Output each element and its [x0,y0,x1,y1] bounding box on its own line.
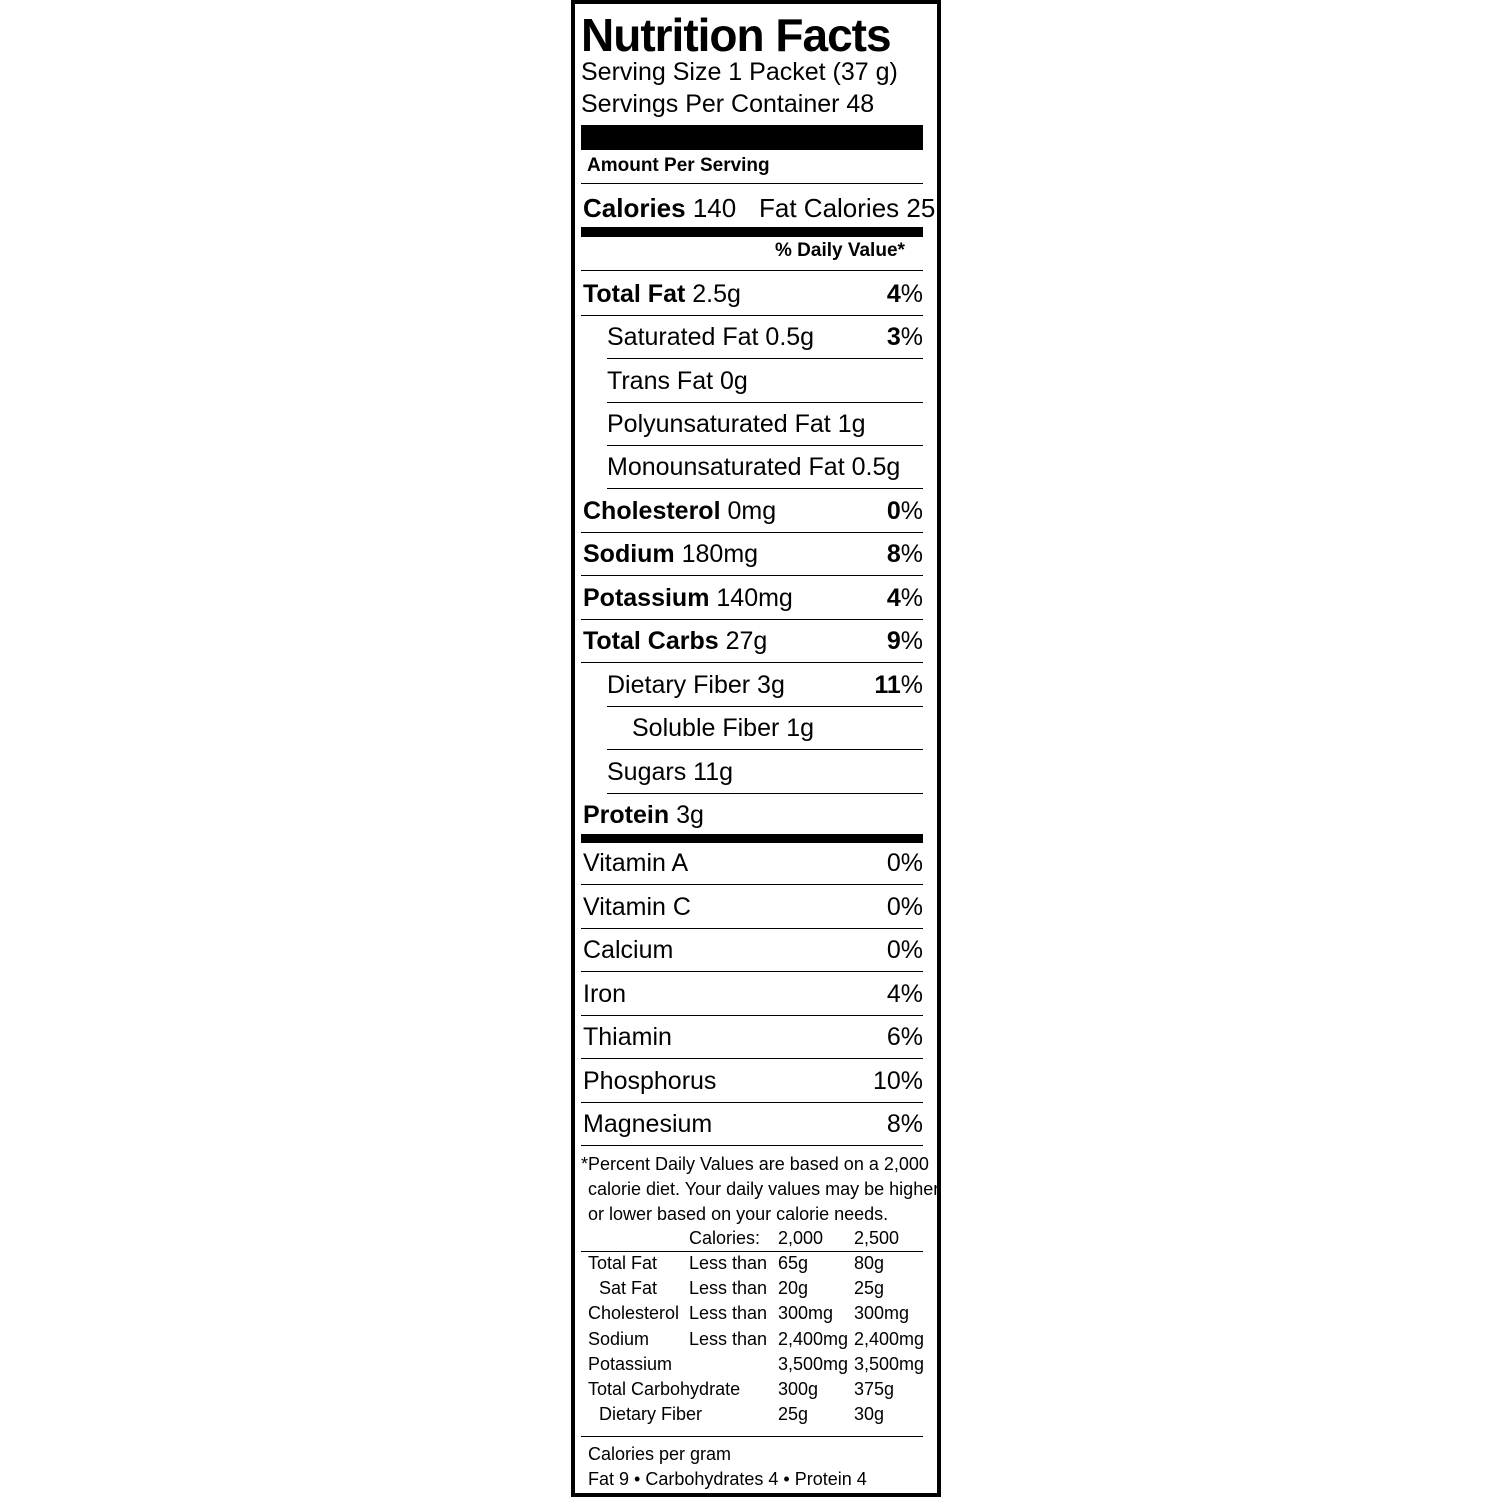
nutrient-row [581,489,923,533]
vitamin-percent: 8% [886,1110,923,1138]
vitamin-row [581,885,923,929]
nutrition-label [571,0,941,1497]
nutrient-row [581,576,923,620]
nutrient-name [583,627,767,656]
vitamin-name: Phosphorus [583,1066,717,1095]
footnote-calories-label: Calories: [689,1228,761,1248]
footnote-value-2000: 300g [778,1379,819,1399]
nutrient-name [583,280,741,309]
nutrient-name [583,801,704,830]
footnote-line-2: calorie diet. Your daily values may be higher [588,1179,940,1199]
vitamin-percent: 0% [886,936,923,964]
nutrient-name: Monounsaturated Fat 0.5g [607,453,901,481]
nutrient-name: Polyunsaturated Fat 1g [607,410,866,438]
nutrient-row [581,272,923,316]
divider [581,1251,923,1252]
calories-value: 140 [692,193,737,223]
footnote-value-2500: 30g [854,1404,885,1425]
nutrient-name: Sugars 11g [607,758,734,786]
vitamin-percent: 4% [886,979,923,1008]
vitamin-row [581,1059,923,1103]
footnote-value-2000: 3,500mg [778,1353,849,1374]
daily-value-percent: 0% [886,497,923,525]
nutrient-row [581,532,923,576]
nutrient-amount: 3g [669,801,704,829]
vitamin-percent: 0% [886,849,923,877]
nutrient-amount: 140mg [709,584,793,612]
daily-value-percent: 9% [886,627,923,655]
footnote-value-2500: 2,400mg [854,1328,925,1349]
footnote-limit: Less than [689,1328,768,1349]
divider [581,270,923,271]
footnote-limit: Less than [689,1303,768,1324]
nutrient-amount: 27g [718,627,768,655]
footnote-nutrient: Potassium [588,1353,673,1374]
nutrient-row [581,359,923,403]
nutrient-row [581,793,923,837]
footnote-nutrient: Sodium [588,1328,650,1349]
divider [581,183,923,184]
vitamin-row [581,1015,923,1059]
nutrient-row [581,619,923,663]
footnote-value-2000: 300mg [778,1303,834,1324]
vitamin-row [581,972,923,1016]
vitamin-name: Magnesium [583,1110,713,1138]
divider [581,1436,923,1437]
daily-value-header: % Daily Value* [775,240,905,261]
label-title: Nutrition Facts [581,9,891,61]
footnote-line-3: or lower based on your calorie needs. [588,1204,889,1224]
footnote-row [581,1329,923,1354]
nutrient-label: Protein [583,801,670,829]
nutrient-amount: 0mg [720,497,777,525]
nutrient-label: Total Carbs [583,627,719,655]
vitamin-name: Vitamin C [583,892,691,921]
footnote-nutrient: Cholesterol [588,1303,680,1324]
footnote-nutrient: Sat Fat [599,1278,658,1299]
footnote-value-2000: 65g [778,1253,809,1273]
footnote-row [581,1379,923,1404]
footnote-value-2500: 375g [854,1379,895,1399]
footnote-nutrient: Dietary Fiber [599,1404,703,1425]
footnote-row [581,1354,923,1379]
nutrient-amount: 2.5g [685,280,741,308]
vitamin-row [581,841,923,885]
daily-value-percent: 4% [886,584,923,612]
medium-divider [581,227,923,237]
daily-value-percent: 4% [886,280,923,308]
fat-calories: Fat Calories 25 [759,193,936,223]
nutrient-row [581,706,923,750]
nutrient-name: Dietary Fiber 3g [607,671,785,699]
calories-per-gram: Calories per gram [588,1444,732,1464]
nutrient-label: Sodium [583,540,675,568]
vitamin-row [581,1102,923,1146]
nutrient-name: Trans Fat 0g [607,367,748,395]
footnote-value-2500: 25g [854,1278,885,1299]
nutrient-label: Total Fat [583,280,686,308]
nutrient-name [583,584,793,613]
footnote-row [581,1253,923,1278]
footnote-limit: Less than [689,1253,768,1273]
footnote-nutrient: Total Fat [588,1253,658,1273]
vitamin-percent: 0% [886,892,923,921]
vitamin-name: Vitamin A [583,849,689,877]
footnote-value-2500: 80g [854,1253,885,1273]
nutrient-name: Saturated Fat 0.5g [607,323,815,351]
nutrient-amount: 180mg [674,540,759,568]
footnote-value-2000: 2,400mg [778,1328,849,1349]
calories-breakdown: Fat 9 • Carbohydrates 4 • Protein 4 [588,1469,867,1489]
nutrient-row [581,315,923,359]
servings-per-container: Servings Per Container 48 [581,90,875,118]
footnote-row [581,1278,923,1303]
nutrient-name [583,540,758,569]
footnote-value-2000: 25g [778,1404,809,1425]
daily-value-percent: 11% [874,671,923,699]
nutrient-row [581,402,923,446]
footnote-row [581,1303,923,1328]
footnote-row [581,1404,923,1429]
nutrient-name [583,497,776,526]
calories-label: Calories [583,193,686,223]
vitamin-name: Iron [583,979,627,1008]
footnote-value-2000: 20g [778,1278,809,1299]
vitamin-name: Thiamin [583,1023,672,1051]
daily-value-percent: 3% [886,323,923,351]
calories-row [583,193,736,224]
footnote-nutrient: Total Carbohydrate [588,1379,741,1399]
nutrient-row [581,750,923,794]
serving-size: Serving Size 1 Packet (37 g) [581,58,898,86]
vitamin-percent: 6% [886,1023,923,1051]
nutrient-row [581,663,923,707]
footnote-value-2500: 3,500mg [854,1353,925,1374]
nutrient-label: Cholesterol [583,497,721,525]
daily-value-percent: 8% [886,540,923,568]
vitamin-row [581,928,923,972]
row-divider [581,1145,923,1146]
amount-per-serving: Amount Per Serving [587,155,770,176]
footnote-col-2000: 2,000 [778,1228,824,1248]
thick-divider [581,125,923,150]
footnote-limit: Less than [689,1278,768,1299]
vitamin-name: Calcium [583,936,674,964]
nutrient-name: Soluble Fiber 1g [632,714,815,742]
vitamin-percent: 10% [872,1066,923,1095]
nutrient-label: Potassium [583,584,710,612]
footnote-line-1: *Percent Daily Values are based on a 2,000 [581,1154,929,1174]
nutrient-row [581,445,923,489]
footnote-value-2500: 300mg [854,1303,910,1324]
footnote-col-2500: 2,500 [854,1228,900,1248]
